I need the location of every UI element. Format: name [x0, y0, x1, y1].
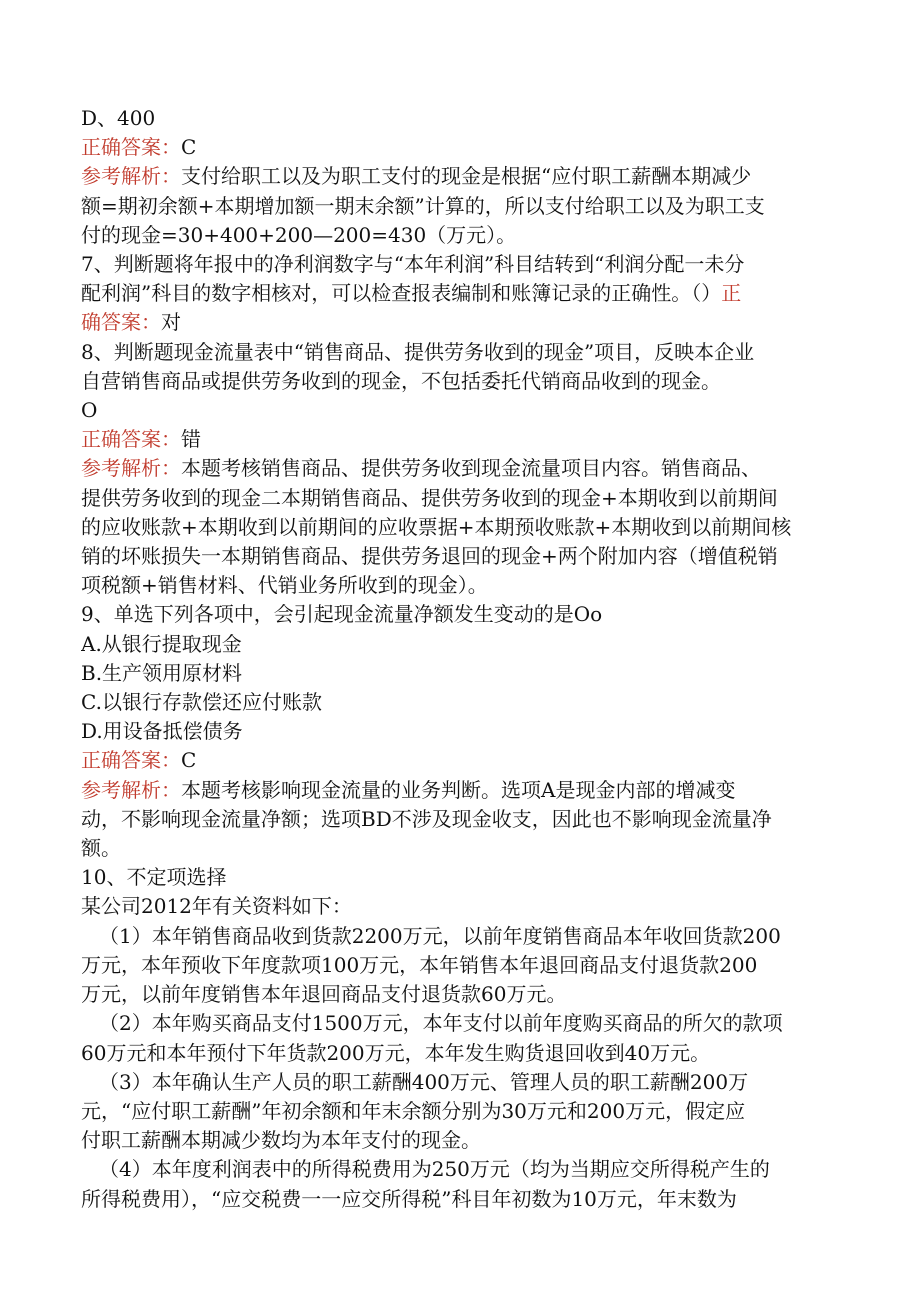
- text-line: [81, 513, 841, 542]
- text-line: [81, 1039, 841, 1068]
- text-line: [81, 892, 841, 921]
- line-text: 万元，以前年度销售本年退回商品支付退货款60万元。: [81, 982, 567, 1007]
- line-text: 额。: [81, 836, 121, 861]
- text-line: [81, 980, 841, 1009]
- line-text: 本题考核影响现金流量的业务判断。选项A是现金内部的增减变: [181, 777, 736, 802]
- text-line: [81, 1126, 841, 1155]
- line-text: 额=期初余额+本期增加额一期末余额”计算的，所以支付给职工以及为职工支: [81, 193, 765, 218]
- line-text: 对: [161, 310, 181, 335]
- text-line: [81, 630, 841, 659]
- line-text: A.从银行提取现金: [81, 631, 242, 656]
- line-text: 某公司2012年有关资料如下：: [81, 894, 352, 919]
- line-text: 付职工薪酬本期减少数均为本年支付的现金。: [81, 1128, 481, 1153]
- document-page: [81, 104, 841, 1214]
- text-line: [81, 922, 841, 951]
- text-line: [81, 834, 841, 863]
- line-text: 自营销售商品或提供劳务收到的现金，不包括委托代销商品收到的现金。: [81, 368, 721, 393]
- text-line: [81, 1097, 841, 1126]
- text-line: [81, 133, 841, 162]
- line-text: 错: [181, 427, 201, 452]
- line-text: 8、判断题现金流量表中“销售商品、提供劳务收到的现金”项目，反映本企业: [81, 339, 755, 364]
- answer-label: 参考解析：: [81, 777, 181, 802]
- line-text: 万元，本年预收下年度款项100万元，本年销售本年退回商品支付退货款200: [81, 952, 758, 977]
- line-text: D.用设备抵偿债务: [81, 719, 243, 744]
- text-line: [81, 805, 841, 834]
- answer-label: 正确答案：: [81, 748, 181, 773]
- text-line: [81, 425, 841, 454]
- line-text: 60万元和本年预付下年货款200万元，本年发生购货退回收到40万元。: [81, 1040, 711, 1065]
- line-text: C: [181, 135, 197, 160]
- line-text: O: [81, 398, 98, 423]
- text-line: [81, 308, 841, 337]
- text-line: [81, 279, 841, 308]
- line-text: 支付给职工以及为职工支付的现金是根据“应付职工薪酬本期减少: [181, 164, 752, 189]
- line-text: （2）本年购买商品支付1500万元，本年支付以前年度购买商品的所欠的款项: [99, 1011, 783, 1036]
- text-line: [81, 396, 841, 425]
- text-line: [81, 1185, 841, 1214]
- line-text: （4）本年度利润表中的所得税费用为250万元（均为当期应交所得税产生的: [99, 1157, 770, 1182]
- text-line: [81, 746, 841, 775]
- line-text: 销的坏账损失一本期销售商品、提供劳务退回的现金+两个附加内容（增值税销: [81, 544, 778, 569]
- text-line: [81, 863, 841, 892]
- answer-label: 确答案：: [81, 310, 161, 335]
- line-text: （3）本年确认生产人员的职工薪酬400万元、管理人员的职工薪酬200万: [99, 1069, 749, 1094]
- line-text: 的应收账款+本期收到以前期间的应收票据+本期预收账款+本期收到以前期间核: [81, 514, 792, 539]
- answer-label: 参考解析：: [81, 164, 181, 189]
- answer-label: 正确答案：: [81, 427, 181, 452]
- answer-label: 正确答案：: [81, 135, 181, 160]
- line-text: （1）本年销售商品收到货款2200万元，以前年度销售商品本年收回货款200: [99, 923, 781, 948]
- text-line: [81, 192, 841, 221]
- text-line: [81, 221, 841, 250]
- line-text: 项税额+销售材料、代销业务所收到的现金）。: [81, 573, 488, 598]
- line-text: 10、不定项选择: [81, 865, 227, 890]
- line-text: 动，不影响现金流量净额；选项BD不涉及现金收支，因此也不影响现金流量净: [81, 806, 772, 831]
- answer-label: 参考解析：: [81, 456, 181, 481]
- line-text: 付的现金=30+400+200—200=430（万元）。: [81, 222, 517, 247]
- line-text: 本题考核销售商品、提供劳务收到现金流量项目内容。销售商品、: [181, 456, 761, 481]
- line-text: 元，“应付职工薪酬”年初余额和年末余额分别为30万元和200万元，假定应: [81, 1098, 746, 1123]
- text-line: [81, 1009, 841, 1038]
- line-text: C.以银行存款偿还应付账款: [81, 690, 322, 715]
- text-line: [81, 776, 841, 805]
- text-line: [81, 542, 841, 571]
- text-line: [81, 367, 841, 396]
- text-line: [81, 600, 841, 629]
- text-line: [81, 1155, 841, 1184]
- line-text: 提供劳务收到的现金二本期销售商品、提供劳务收到的现金+本期收到以前期间: [81, 485, 778, 510]
- text-line: [81, 162, 841, 191]
- line-text: 所得税费用），“应交税费一一应交所得税”科目年初数为10万元，年末数为: [81, 1186, 737, 1211]
- text-line: [81, 338, 841, 367]
- text-line: [81, 951, 841, 980]
- line-text: D、400: [81, 106, 156, 130]
- line-text: 7、判断题将年报中的净利润数字与“本年利润”科目结转到“利润分配一未分: [81, 252, 745, 277]
- text-line: [81, 454, 841, 483]
- text-line: [81, 659, 841, 688]
- line-text: 配利润”科目的数字相核对，可以检查报表编制和账簿记录的正确性。（）: [81, 281, 722, 306]
- text-line: [81, 104, 841, 133]
- text-line: [81, 484, 841, 513]
- line-text: C: [181, 748, 197, 773]
- text-line: [81, 717, 841, 746]
- text-line: [81, 1068, 841, 1097]
- line-text: 9、单选下列各项中，会引起现金流量净额发生变动的是Oo: [81, 602, 603, 627]
- answer-label-tail: 正: [721, 281, 742, 306]
- text-line: [81, 688, 841, 717]
- line-text: B.生产领用原材料: [81, 660, 243, 685]
- text-line: [81, 250, 841, 279]
- text-line: [81, 571, 841, 600]
